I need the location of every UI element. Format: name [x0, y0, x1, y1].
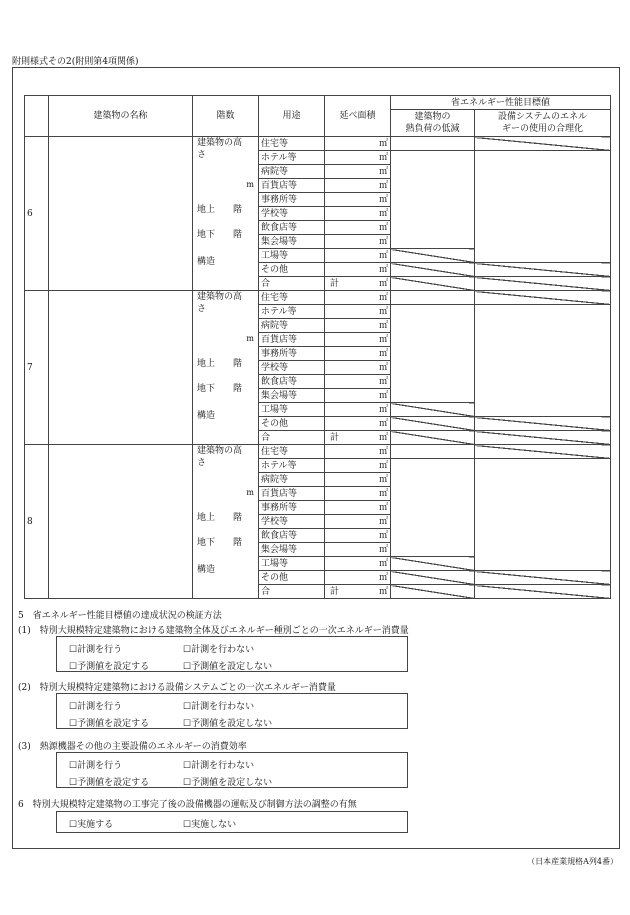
floors-meter-unit: m	[246, 180, 254, 189]
area-field[interactable]: ㎡	[325, 515, 391, 529]
floors-meter-unit: m	[246, 334, 254, 343]
section5-item3-title: (3) 熱源機器その他の主要設備のエネルギーの消費効率	[18, 742, 247, 752]
heat-load-na-cell	[391, 557, 475, 571]
floors-above-ground: 地上 階	[197, 513, 243, 523]
equipment-na-cell	[475, 137, 611, 151]
heat-load-field[interactable]	[391, 137, 475, 151]
section6-yes-checkbox[interactable]: ☐実施する	[69, 820, 114, 830]
use-label: 学校等	[259, 207, 325, 221]
item1-no-predict-checkbox[interactable]: ☐予測値を設定しない	[183, 662, 273, 672]
floors-above-ground: 地上 階	[197, 359, 243, 369]
area-field[interactable]: ㎡	[325, 193, 391, 207]
heat-load-na-cell	[391, 263, 475, 277]
equipment-na-cell	[475, 585, 611, 599]
item2-no-measure-checkbox[interactable]: ☐計測を行わない	[183, 702, 255, 712]
area-field[interactable]: ㎡	[325, 557, 391, 571]
use-label: 合 計	[259, 431, 325, 445]
header-target-group: 省エネルギー性能目標値	[391, 96, 611, 110]
area-field[interactable]: ㎡	[325, 333, 391, 347]
area-field[interactable]: ㎡	[325, 165, 391, 179]
area-field[interactable]: ㎡	[325, 263, 391, 277]
use-label: その他	[259, 571, 325, 585]
equipment-na-cell	[475, 291, 611, 305]
use-label: 学校等	[259, 361, 325, 375]
area-field[interactable]: ㎡	[325, 445, 391, 459]
floors-height-line1: 建築物の高	[197, 446, 243, 456]
equipment-na-cell	[475, 277, 611, 291]
section5-item2-title: (2) 特別大規模特定建築物における設備システムごとの一次エネルギー消費量	[18, 683, 336, 693]
heat-load-field[interactable]	[391, 151, 475, 249]
area-field[interactable]: ㎡	[325, 473, 391, 487]
building-name-field[interactable]	[49, 291, 193, 445]
heat-load-na-cell	[391, 431, 475, 445]
area-field[interactable]: ㎡	[325, 235, 391, 249]
use-label: その他	[259, 417, 325, 431]
use-label: 工場等	[259, 403, 325, 417]
use-label: 事務所等	[259, 193, 325, 207]
heat-load-na-cell	[391, 585, 475, 599]
use-label: 住宅等	[259, 137, 325, 151]
floors-structure: 構造	[197, 257, 216, 267]
section5-item1-title: (1) 特別大規模特定建築物における建築物全体及びエネルギー種別ごとの一次エネルギー消費量	[18, 626, 409, 636]
form-caption: 附則様式その2(附則第4項関係)	[12, 57, 139, 67]
footer-note: （日本産業規格A列4番）	[527, 857, 618, 866]
use-label: 集会場等	[259, 389, 325, 403]
header-row-1	[25, 96, 611, 110]
use-label: 合 計	[259, 585, 325, 599]
use-label: その他	[259, 263, 325, 277]
use-label: 工場等	[259, 249, 325, 263]
heat-load-na-cell	[391, 571, 475, 585]
heat-load-field[interactable]	[391, 305, 475, 403]
section6-no-checkbox[interactable]: ☐実施しない	[183, 820, 237, 830]
area-field[interactable]: ㎡	[325, 585, 391, 599]
header-heat-line1: 建築物の	[414, 112, 451, 122]
item2-predict-checkbox[interactable]: ☐予測値を設定する	[69, 719, 150, 729]
heat-load-na-cell	[391, 417, 475, 431]
area-field[interactable]: ㎡	[325, 207, 391, 221]
use-label: 病院等	[259, 473, 325, 487]
header-equip-line1: 設備システムのエネル	[497, 112, 588, 122]
building-number: 7	[25, 291, 49, 445]
item3-no-measure-checkbox[interactable]: ☐計測を行わない	[183, 761, 255, 771]
item1-no-measure-checkbox[interactable]: ☐計測を行わない	[183, 645, 255, 655]
header-name: 建築物の名称	[49, 96, 193, 137]
header-blank	[25, 96, 49, 137]
use-label: ホテル等	[259, 151, 325, 165]
item1-measure-checkbox[interactable]: ☐計測を行う	[69, 645, 123, 655]
use-label: 飲食店等	[259, 529, 325, 543]
heat-load-field[interactable]	[391, 291, 475, 305]
floors-height-line2: さ	[197, 458, 207, 468]
floors-above-ground: 地上 階	[197, 205, 243, 215]
header-heat-line2: 熱負荷の低減	[405, 124, 460, 134]
area-field[interactable]: ㎡	[325, 375, 391, 389]
area-field[interactable]: ㎡	[325, 221, 391, 235]
area-field[interactable]: ㎡	[325, 459, 391, 473]
building-number: 8	[25, 445, 49, 599]
area-field[interactable]: ㎡	[325, 179, 391, 193]
floors-height-line2: さ	[197, 150, 207, 160]
use-label: 事務所等	[259, 347, 325, 361]
area-field[interactable]: ㎡	[325, 389, 391, 403]
use-label: 病院等	[259, 165, 325, 179]
building-number: 6	[25, 137, 49, 291]
header-heat-load	[391, 110, 475, 137]
floors-height-line1: 建築物の高	[197, 292, 243, 302]
floors-below-ground: 地下 階	[197, 538, 243, 548]
area-field[interactable]: ㎡	[325, 277, 391, 291]
floors-structure: 構造	[197, 565, 216, 575]
section5-item1-box	[56, 636, 408, 672]
heat-load-field[interactable]	[391, 459, 475, 557]
equipment-na-cell	[475, 263, 611, 277]
floors-field[interactable]	[193, 445, 259, 599]
item2-measure-checkbox[interactable]: ☐計測を行う	[69, 702, 123, 712]
use-label: 事務所等	[259, 501, 325, 515]
header-equip-line2: ギーの使用の合理化	[502, 124, 584, 134]
building-name-field[interactable]	[49, 445, 193, 599]
area-field[interactable]: ㎡	[325, 501, 391, 515]
area-field[interactable]: ㎡	[325, 487, 391, 501]
area-field[interactable]: ㎡	[325, 137, 391, 151]
item2-no-predict-checkbox[interactable]: ☐予測値を設定しない	[183, 719, 273, 729]
use-label: 病院等	[259, 319, 325, 333]
equipment-field[interactable]	[475, 459, 611, 571]
item1-predict-checkbox[interactable]: ☐予測値を設定する	[69, 662, 150, 672]
floors-below-ground: 地下 階	[197, 384, 243, 394]
use-label: ホテル等	[259, 305, 325, 319]
item3-predict-checkbox[interactable]: ☐予測値を設定する	[69, 778, 150, 788]
floors-meter-unit: m	[246, 488, 254, 497]
use-label: 飲食店等	[259, 375, 325, 389]
section5-title: 5 省エネルギー性能目標値の達成状況の検証方法	[18, 611, 222, 621]
item3-measure-checkbox[interactable]: ☐計測を行う	[69, 761, 123, 771]
use-label: 集会場等	[259, 543, 325, 557]
equipment-na-cell	[475, 417, 611, 431]
use-label: 飲食店等	[259, 221, 325, 235]
equipment-field[interactable]	[475, 151, 611, 263]
use-label: 百貨店等	[259, 333, 325, 347]
area-field[interactable]: ㎡	[325, 319, 391, 333]
use-label: 百貨店等	[259, 179, 325, 193]
area-field[interactable]: ㎡	[325, 543, 391, 557]
use-label: 合 計	[259, 277, 325, 291]
equipment-na-cell	[475, 571, 611, 585]
area-field[interactable]: ㎡	[325, 291, 391, 305]
area-field[interactable]: ㎡	[325, 347, 391, 361]
section6-box	[56, 811, 408, 833]
floors-below-ground: 地下 階	[197, 230, 243, 240]
building-row	[25, 445, 611, 459]
floors-structure: 構造	[197, 411, 216, 421]
area-field[interactable]: ㎡	[325, 403, 391, 417]
section5-item2-box	[56, 693, 408, 729]
area-field[interactable]: ㎡	[325, 571, 391, 585]
building-row	[25, 137, 611, 151]
building-name-field[interactable]	[49, 137, 193, 291]
header-floors: 階数	[193, 96, 259, 137]
equipment-na-cell	[475, 431, 611, 445]
equipment-field[interactable]	[475, 305, 611, 417]
heat-load-na-cell	[391, 249, 475, 263]
header-use: 用途	[259, 96, 325, 137]
area-field[interactable]: ㎡	[325, 361, 391, 375]
use-label: 学校等	[259, 515, 325, 529]
building-table	[24, 95, 611, 599]
floors-field[interactable]	[193, 137, 259, 291]
area-field[interactable]: ㎡	[325, 249, 391, 263]
area-field[interactable]: ㎡	[325, 431, 391, 445]
header-area: 延べ面積	[325, 96, 391, 137]
equipment-na-cell	[475, 445, 611, 459]
use-label: 住宅等	[259, 445, 325, 459]
heat-load-field[interactable]	[391, 445, 475, 459]
section5-item3-box	[56, 752, 408, 788]
header-equipment	[475, 110, 611, 137]
floors-height-line1: 建築物の高	[197, 138, 243, 148]
floors-height-line2: さ	[197, 304, 207, 314]
area-field[interactable]: ㎡	[325, 417, 391, 431]
use-label: 集会場等	[259, 235, 325, 249]
area-field[interactable]: ㎡	[325, 529, 391, 543]
use-label: 工場等	[259, 557, 325, 571]
use-label: 百貨店等	[259, 487, 325, 501]
area-field[interactable]: ㎡	[325, 305, 391, 319]
item3-no-predict-checkbox[interactable]: ☐予測値を設定しない	[183, 778, 273, 788]
use-label: ホテル等	[259, 459, 325, 473]
building-row	[25, 291, 611, 305]
section6-title: 6 特別大規模特定建築物の工事完了後の設備機器の運転及び制御方法の調整の有無	[18, 800, 357, 810]
heat-load-na-cell	[391, 403, 475, 417]
use-label: 住宅等	[259, 291, 325, 305]
area-field[interactable]: ㎡	[325, 151, 391, 165]
floors-field[interactable]	[193, 291, 259, 445]
heat-load-na-cell	[391, 277, 475, 291]
